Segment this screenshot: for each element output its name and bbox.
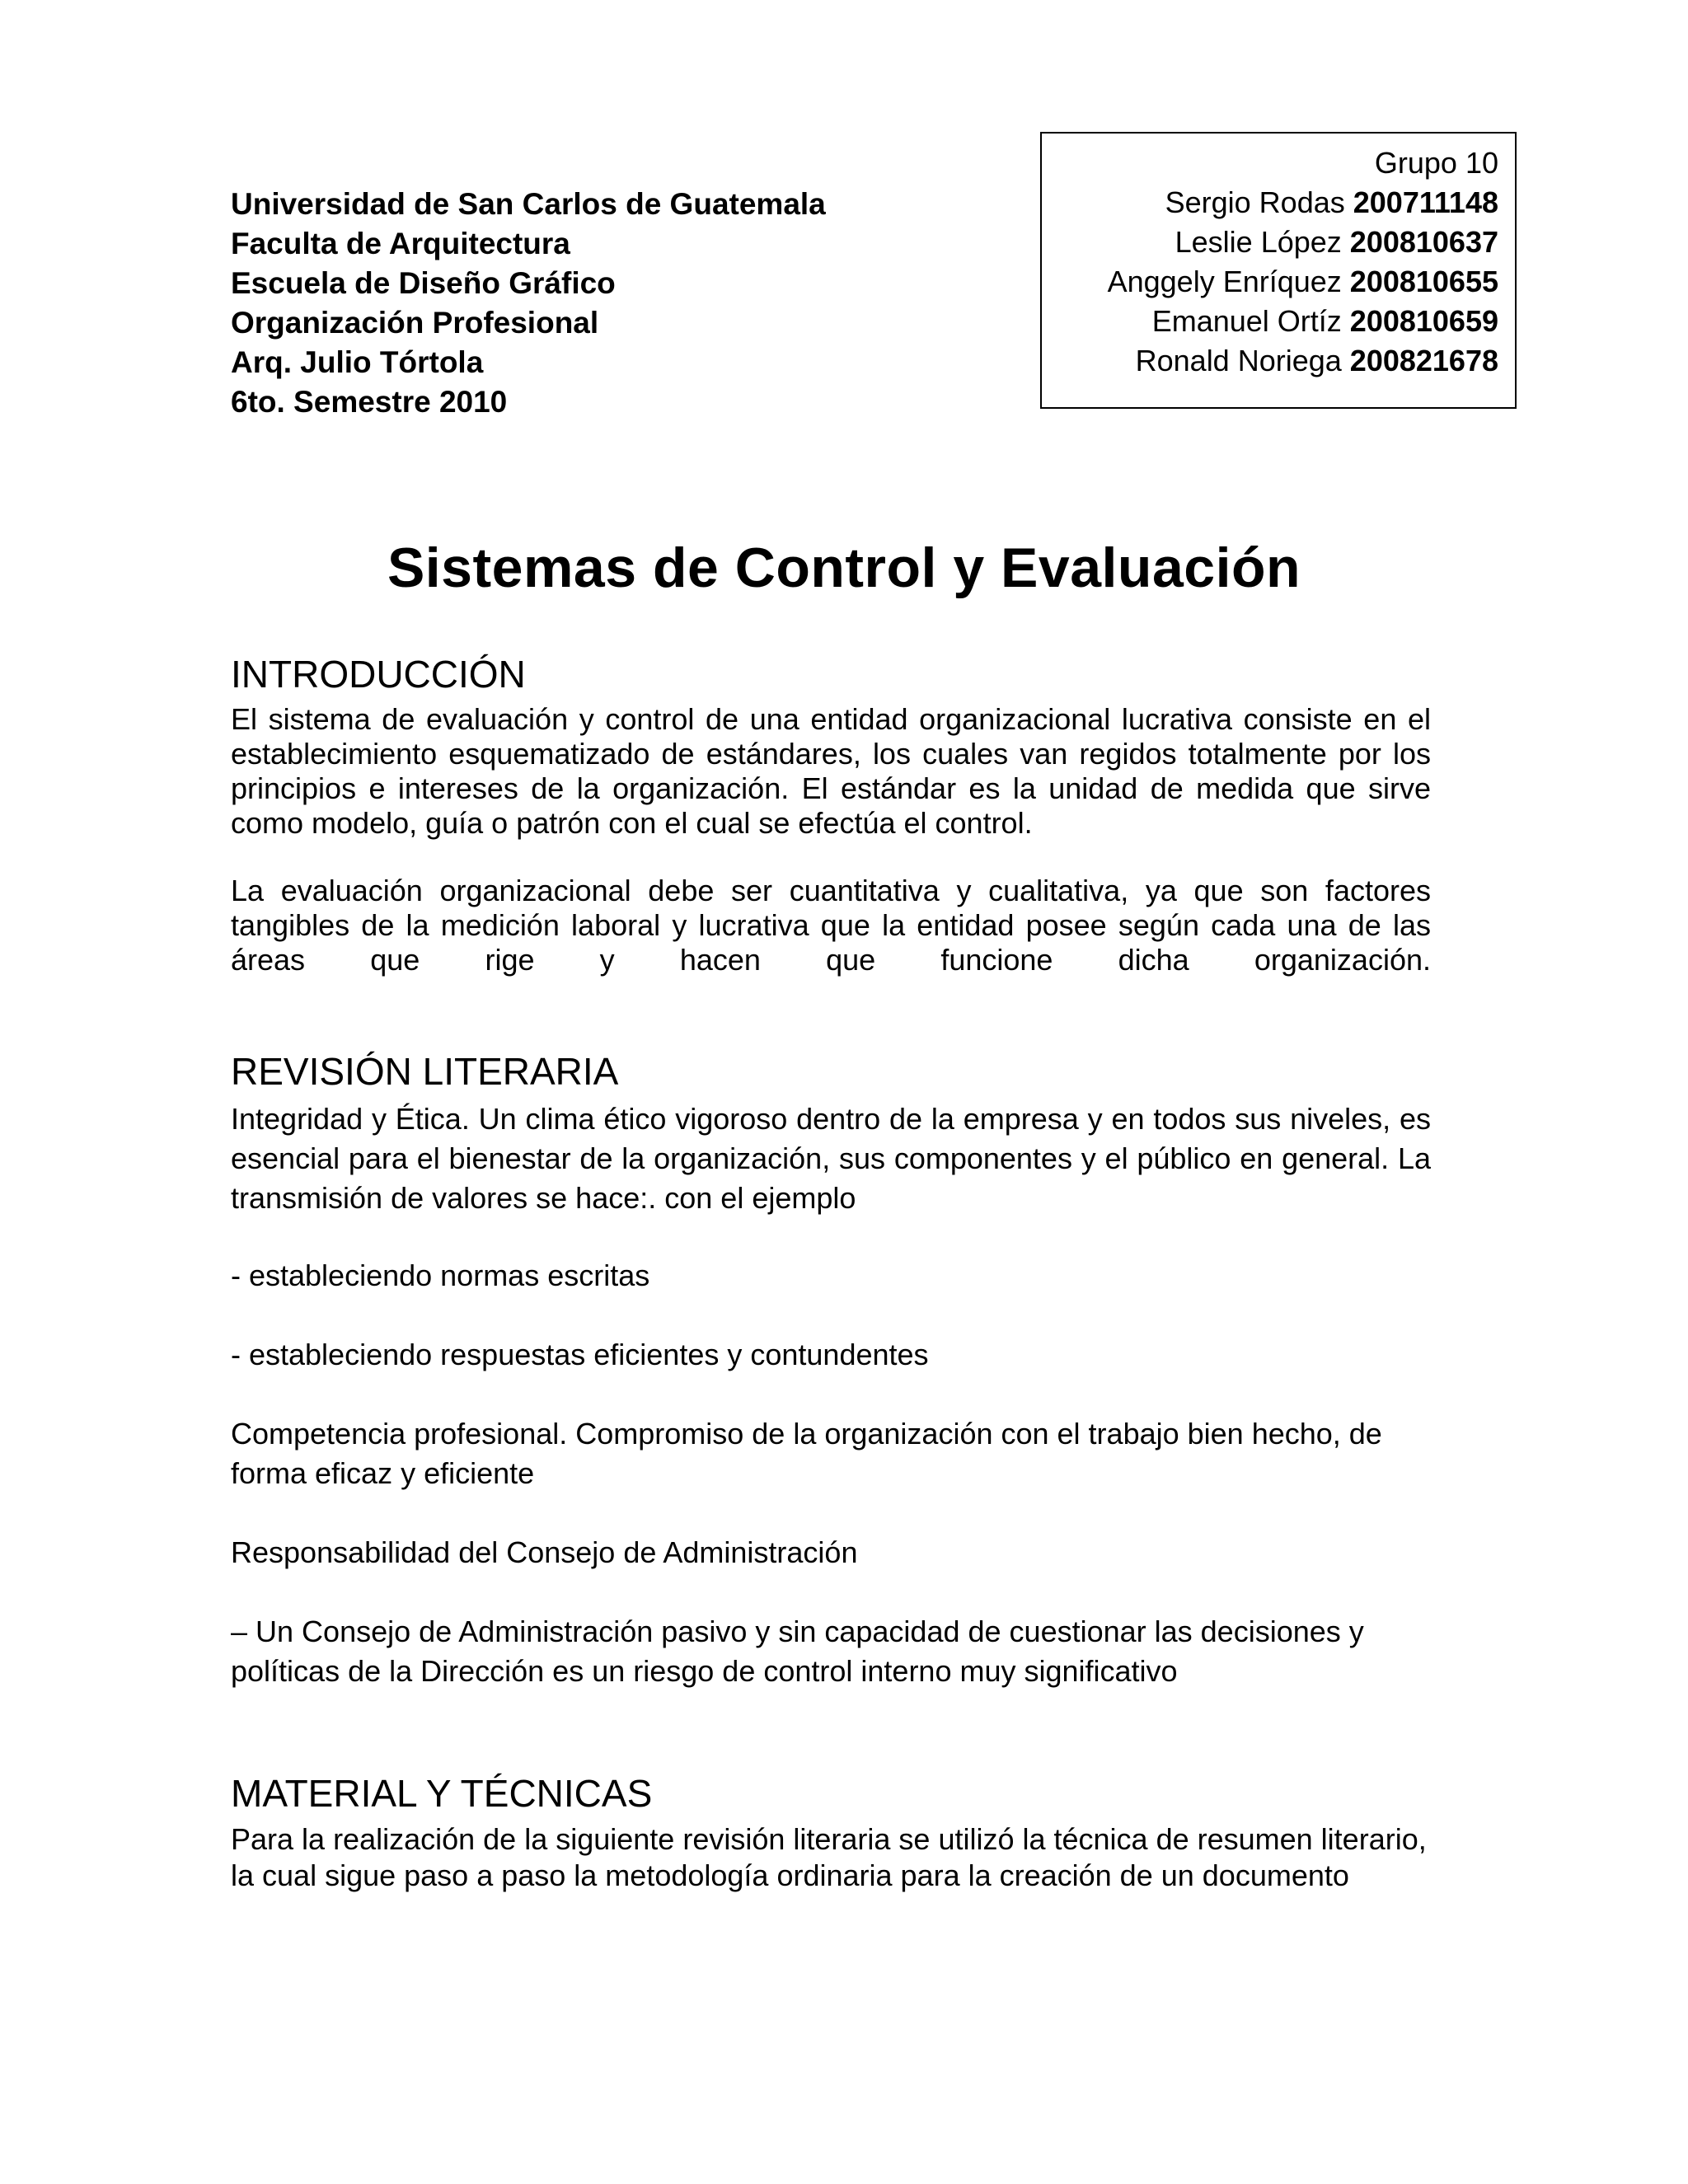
review-paragraph-2: Competencia profesional. Compromiso de la organización con el trabajo bien hecho, de forma eficaz y eficiente	[231, 1417, 1382, 1490]
review-paragraph-1: Integridad y Ética. Un clima ético vigoroso dentro de la empresa y en todos sus niveles, es esencial para el bienestar de la organización, sus componentes y el público en general. La transmisión de valores se hace:. con el ejemplo	[231, 1102, 1431, 1215]
member-id: 200711148	[1353, 185, 1498, 219]
university-name: Universidad de San Carlos de Guatemala	[231, 187, 826, 221]
intro-paragraph-2: La evaluación organizacional debe ser cuantitativa y cualitativa, ya que son factores tangibles de la medición laboral y lucrativa que la entidad posee según cada una de las áreas que rige y hacen que funcione dicha organización.	[231, 874, 1431, 977]
review-paragraph-4: – Un Consejo de Administración pasivo y sin capacidad de cuestionar las decisiones y políticas de la Dirección es un riesgo de control interno muy significativo	[231, 1615, 1364, 1688]
member-id: 200810655	[1349, 265, 1498, 298]
group-member	[1042, 341, 1498, 381]
review-paragraph-3: Responsabilidad del Consejo de Administración	[231, 1535, 858, 1569]
member-name: Anggely Enríquez	[1107, 265, 1342, 298]
member-name: Sergio Rodas	[1165, 185, 1345, 219]
review-list-item: - estableciendo respuestas eficientes y contundentes	[231, 1338, 929, 1371]
review-list-item: - estableciendo normas escritas	[231, 1258, 650, 1292]
member-id: 200810637	[1349, 225, 1498, 259]
professor-name: Arq. Julio Tórtola	[231, 345, 484, 379]
group-member	[1042, 302, 1498, 341]
member-id: 200821678	[1349, 344, 1498, 377]
document-title: Sistemas de Control y Evaluación	[387, 537, 1301, 599]
member-name: Ronald Noriega	[1135, 344, 1342, 377]
semester-label: 6to. Semestre 2010	[231, 385, 508, 419]
intro-paragraph-1: El sistema de evaluación y control de una entidad organizacional lucrativa consiste en el establecimiento esquematizado de estándares, los cuales van regidos totalmente por los principios e intereses de la organización. El estándar es la unidad de medida que sirve como modelo, guía o patrón con el cual se efectúa el control.	[231, 702, 1431, 840]
institution-block	[231, 185, 857, 422]
group-member	[1042, 262, 1498, 302]
school-name: Escuela de Diseño Gráfico	[231, 266, 616, 300]
member-id: 200810659	[1349, 304, 1498, 338]
group-label: Grupo 10	[1374, 146, 1498, 180]
intro-heading: INTRODUCCIÓN	[231, 653, 526, 696]
materials-paragraph-1: Para la realización de la siguiente revisión literaria se utilizó la técnica de resumen literario, la cual sigue paso a paso la metodología ordinaria para la creación de un documento	[231, 1822, 1427, 1892]
faculty-name: Faculta de Arquitectura	[231, 227, 570, 260]
group-members-box	[1040, 132, 1517, 409]
course-name: Organización Profesional	[231, 306, 599, 340]
group-member	[1042, 183, 1498, 223]
member-name: Emanuel Ortíz	[1151, 304, 1342, 338]
review-heading: REVISIÓN LITERARIA	[231, 1050, 619, 1093]
member-name: Leslie López	[1175, 225, 1342, 259]
group-member	[1042, 223, 1498, 262]
materials-heading: MATERIAL Y TÉCNICAS	[231, 1772, 653, 1815]
